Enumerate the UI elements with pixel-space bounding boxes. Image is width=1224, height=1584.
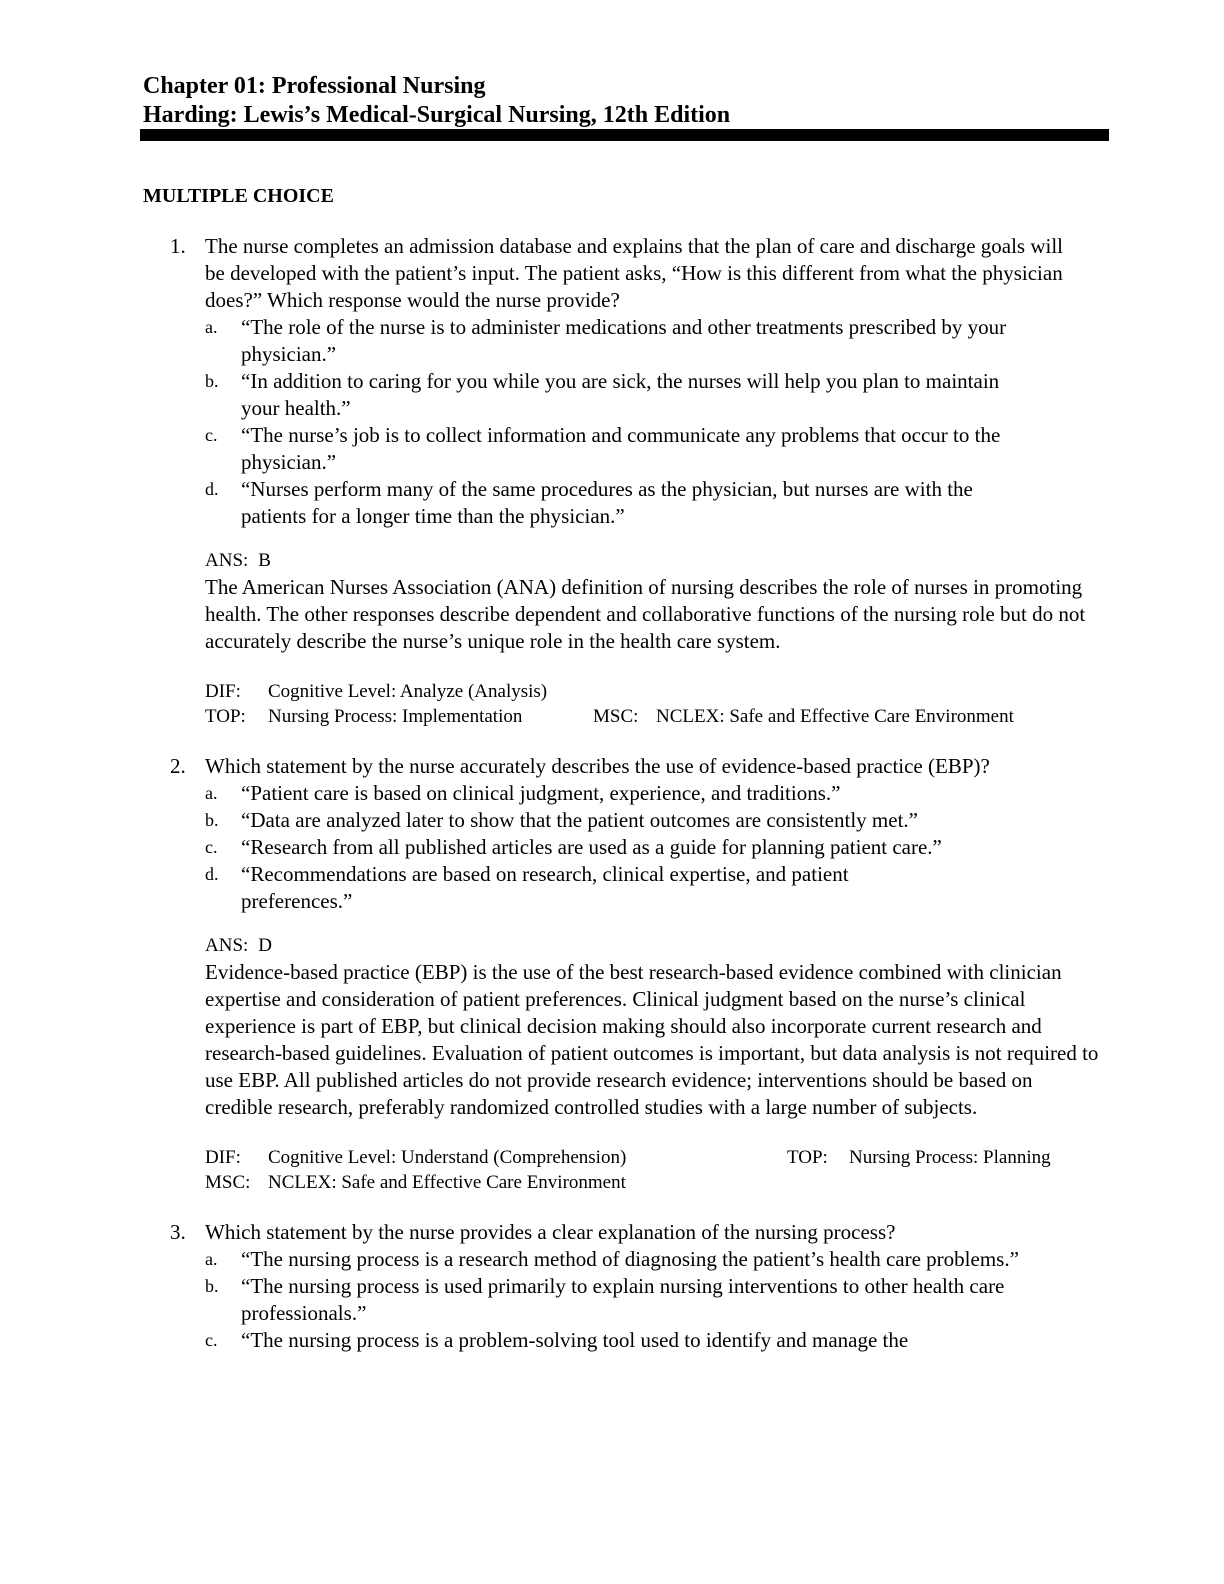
option-text: “Data are analyzed later to show that the patient outcomes are consistently met.”	[241, 808, 918, 832]
question-stem-row	[0, 753, 1224, 780]
answer-line	[205, 932, 1105, 959]
option-text: “The nursing process is used primarily to explain nursing interventions to other health care professionals.”	[241, 1274, 1005, 1325]
header-rule	[140, 129, 1109, 141]
page-header	[143, 72, 1109, 130]
question-stem: The nurse completes an admission database and explains that the plan of care and discharge goals will be developed with the patient’s input. The patient asks, “How is this different from what the physician does?” Which response would the nurse provide?	[205, 234, 1064, 312]
option-text: “In addition to caring for you while you are sick, the nurses will help you plan to maintain your health.”	[241, 369, 1000, 420]
option-a	[0, 314, 1224, 368]
option-letter: a.	[205, 783, 218, 803]
question-stem-row	[0, 1219, 1224, 1246]
option-letter: c.	[205, 1330, 218, 1350]
answer-label: ANS:	[205, 550, 249, 571]
option-letter: b.	[205, 371, 219, 391]
question-stem: Which statement by the nurse accurately describes the use of evidence-based practice (EBP)?	[205, 754, 990, 778]
question-1	[0, 233, 1224, 729]
option-letter: b.	[205, 1276, 219, 1296]
option-list	[0, 780, 1224, 915]
option-c	[0, 422, 1224, 476]
book-title: Harding: Lewis’s Medical-Surgical Nursing, 12th Edition	[143, 102, 731, 128]
question-stem: Which statement by the nurse provides a clear explanation of the nursing process?	[205, 1220, 896, 1244]
section-heading: MULTIPLE CHOICE	[143, 185, 334, 207]
answer-block	[205, 932, 1105, 1195]
option-letter: c.	[205, 837, 218, 857]
option-list	[0, 314, 1224, 530]
option-c	[0, 834, 1224, 861]
option-letter: c.	[205, 425, 218, 445]
option-text: “Patient care is based on clinical judgment, experience, and traditions.”	[241, 781, 841, 805]
option-b	[0, 1273, 1224, 1327]
option-text: “The nursing process is a problem-solving tool used to identify and manage the	[241, 1328, 909, 1352]
dif-value: Cognitive Level: Analyze (Analysis)	[268, 681, 548, 702]
option-text: “Nurses perform many of the same procedures as the physician, but nurses are with the patients for a longer time than the physician.”	[241, 477, 973, 528]
option-text: “The role of the nurse is to administer medications and other treatments prescribed by your physician.”	[241, 315, 1007, 366]
option-d	[0, 861, 1224, 915]
option-text: “The nurse’s job is to collect information and communicate any problems that occur to the physician.”	[241, 423, 1001, 474]
top-label: TOP:	[205, 706, 246, 727]
dif-label: DIF:	[205, 1147, 241, 1168]
question-number: 3.	[170, 1220, 186, 1244]
option-b	[0, 807, 1224, 834]
rationale: The American Nurses Association (ANA) definition of nursing describes the role of nurses in promoting health. The other responses describe dependent and collaborative functions of the nursing role but do not accurately describe the nurse’s unique role in the health care system.	[205, 575, 1086, 653]
question-list	[0, 233, 1224, 1354]
option-letter: a.	[205, 317, 218, 337]
question-metadata	[205, 1145, 1105, 1195]
msc-label: MSC:	[205, 1172, 251, 1193]
option-text: “The nursing process is a research method of diagnosing the patient’s health care problems.”	[241, 1247, 1019, 1271]
question-number: 2.	[170, 754, 186, 778]
option-letter: d.	[205, 864, 219, 884]
option-letter: d.	[205, 479, 219, 499]
question-stem-row	[0, 233, 1224, 314]
top-value: Nursing Process: Implementation	[268, 706, 523, 727]
question-2	[0, 753, 1224, 1195]
option-list	[0, 1246, 1224, 1354]
option-letter: a.	[205, 1249, 218, 1269]
dif-value: Cognitive Level: Understand (Comprehension)	[268, 1147, 627, 1168]
option-d	[0, 476, 1224, 530]
rationale: Evidence-based practice (EBP) is the use of the best research-based evidence combined with clinician expertise and consideration of patient preferences. Clinical judgment based on the nurse’s clinical experience is part of EBP, but clinical decision making should also incorporate current research and research-based guidelines. Evaluation of patient outcomes is important, but data analysis is not required to use EBP. All published articles do not provide research evidence; interventions should be based on credible research, preferably randomized controlled studies with a large number of subjects.	[205, 960, 1099, 1119]
option-a	[0, 780, 1224, 807]
chapter-title: Chapter 01: Professional Nursing	[143, 73, 486, 99]
option-letter: b.	[205, 810, 219, 830]
question-metadata	[205, 679, 1105, 729]
question-3	[0, 1219, 1224, 1354]
answer-label: ANS:	[205, 935, 249, 956]
option-c	[0, 1327, 1224, 1354]
dif-label: DIF:	[205, 681, 241, 702]
answer-block	[205, 547, 1105, 729]
msc-value: NCLEX: Safe and Effective Care Environment	[656, 706, 1014, 727]
top-label: TOP:	[787, 1147, 828, 1168]
answer-line	[205, 547, 1105, 574]
option-text: “Research from all published articles are used as a guide for planning patient care.”	[241, 835, 942, 859]
question-number: 1.	[170, 234, 186, 258]
msc-value: NCLEX: Safe and Effective Care Environment	[268, 1172, 626, 1193]
answer-key: B	[258, 550, 271, 571]
msc-label: MSC:	[593, 706, 639, 727]
answer-key: D	[258, 935, 273, 956]
option-b	[0, 368, 1224, 422]
option-a	[0, 1246, 1224, 1273]
top-value: Nursing Process: Planning	[849, 1147, 1051, 1168]
option-text: “Recommendations are based on research, clinical expertise, and patient preferences.”	[241, 862, 849, 913]
